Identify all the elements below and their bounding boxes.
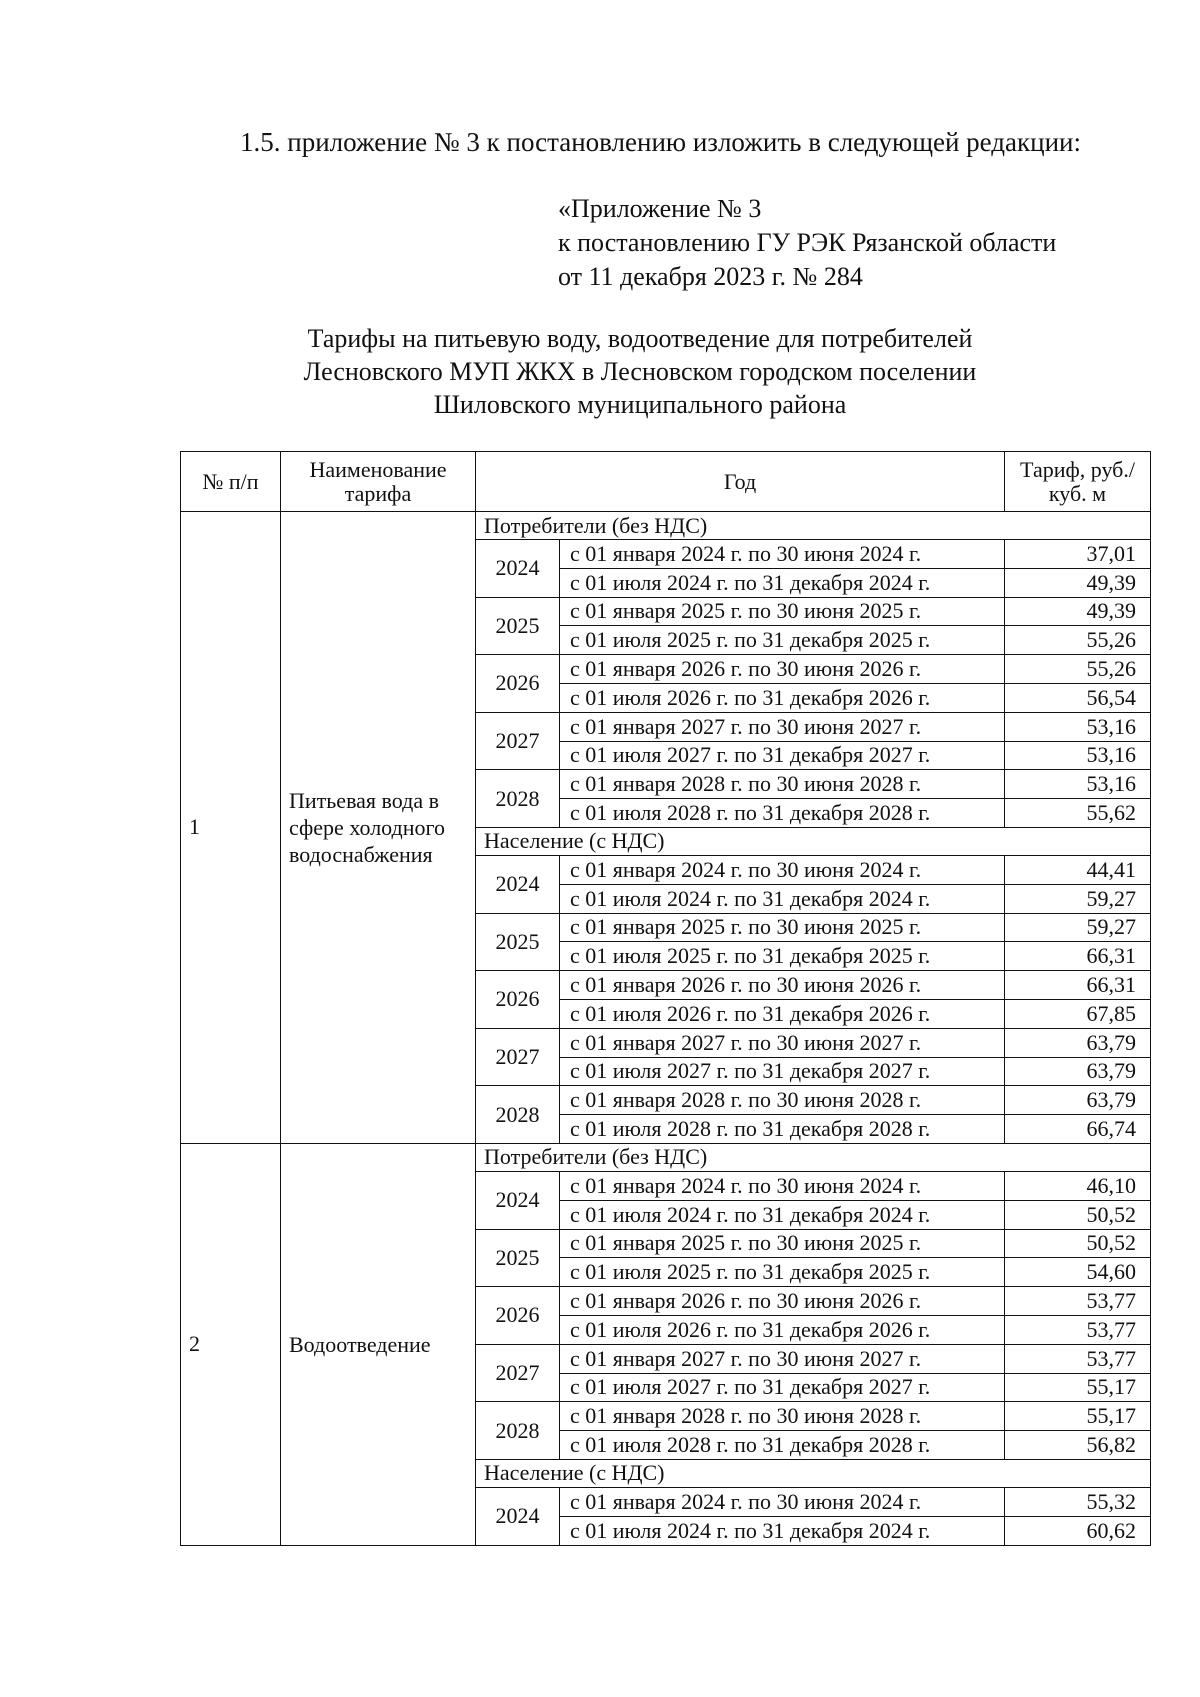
year-cell: 2024 <box>476 1171 560 1229</box>
year-cell: 2024 <box>476 1487 560 1545</box>
tariff-value-cell: 49,39 <box>1005 597 1151 626</box>
title-line-3: Шиловского муниципального района <box>433 390 847 419</box>
tariff-value-cell: 63,79 <box>1005 1057 1151 1086</box>
tariff-value-cell: 66,74 <box>1005 1115 1151 1144</box>
section-row <box>181 1143 1151 1171</box>
period-cell: с 01 января 2028 г. по 30 июня 2028 г. <box>560 1402 1005 1431</box>
period-cell: с 01 июля 2024 г. по 31 декабря 2024 г. <box>560 568 1005 597</box>
period-cell: с 01 июля 2025 г. по 31 декабря 2025 г. <box>560 626 1005 655</box>
period-cell: с 01 июля 2024 г. по 31 декабря 2024 г. <box>560 1200 1005 1229</box>
period-cell: с 01 января 2024 г. по 30 июня 2024 г. <box>560 855 1005 884</box>
period-cell: с 01 июля 2027 г. по 31 декабря 2027 г. <box>560 741 1005 770</box>
tariff-value-cell: 60,62 <box>1005 1516 1151 1545</box>
tariff-value-cell: 50,52 <box>1005 1200 1151 1229</box>
period-cell: с 01 июля 2025 г. по 31 декабря 2025 г. <box>560 1258 1005 1287</box>
period-cell: с 01 января 2024 г. по 30 июня 2024 г. <box>560 540 1005 569</box>
period-cell: с 01 января 2026 г. по 30 июня 2026 г. <box>560 655 1005 684</box>
tariff-value-cell: 55,32 <box>1005 1487 1151 1516</box>
period-cell: с 01 июля 2026 г. по 31 декабря 2026 г. <box>560 1315 1005 1344</box>
year-cell: 2025 <box>476 1229 560 1287</box>
tariff-value-cell: 59,27 <box>1005 913 1151 942</box>
year-cell: 2026 <box>476 655 560 713</box>
period-cell: с 01 января 2026 г. по 30 июня 2026 г. <box>560 971 1005 1000</box>
tariff-value-cell: 56,82 <box>1005 1431 1151 1460</box>
period-cell: с 01 января 2027 г. по 30 июня 2027 г. <box>560 1344 1005 1373</box>
year-cell: 2027 <box>476 712 560 770</box>
year-cell: 2028 <box>476 1402 560 1460</box>
document-title <box>230 322 1050 421</box>
tariff-value-cell: 53,77 <box>1005 1287 1151 1316</box>
appendix-line-2: к постановлению ГУ РЭК Рязанской области <box>558 228 1057 257</box>
tariff-value-cell: 59,27 <box>1005 884 1151 913</box>
tariff-value-cell: 63,79 <box>1005 1028 1151 1057</box>
tariff-value-cell: 53,16 <box>1005 712 1151 741</box>
period-cell: с 01 января 2027 г. по 30 июня 2027 г. <box>560 712 1005 741</box>
title-line-2: Лесновского МУП ЖКХ в Лесновском городском поселении <box>303 357 977 386</box>
tariff-table <box>180 451 1151 1546</box>
appendix-line-3: от 11 декабря 2023 г. № 284 <box>558 262 863 291</box>
group-number: 2 <box>181 1143 281 1545</box>
header-year: Год <box>476 452 1005 512</box>
group-number: 1 <box>181 512 281 1144</box>
period-cell: с 01 января 2027 г. по 30 июня 2027 г. <box>560 1028 1005 1057</box>
period-cell: с 01 июля 2028 г. по 31 декабря 2028 г. <box>560 799 1005 828</box>
consumer-category-label: Потребители (без НДС) <box>476 1143 1151 1171</box>
period-cell: с 01 июля 2026 г. по 31 декабря 2026 г. <box>560 683 1005 712</box>
year-cell: 2025 <box>476 597 560 655</box>
tariff-value-cell: 44,41 <box>1005 855 1151 884</box>
tariff-value-cell: 53,16 <box>1005 741 1151 770</box>
appendix-header <box>558 192 1056 294</box>
tariff-value-cell: 49,39 <box>1005 568 1151 597</box>
period-cell: с 01 января 2025 г. по 30 июня 2025 г. <box>560 913 1005 942</box>
tariff-value-cell: 53,77 <box>1005 1344 1151 1373</box>
period-cell: с 01 января 2024 г. по 30 июня 2024 г. <box>560 1171 1005 1200</box>
consumer-category-label: Население (с НДС) <box>476 827 1151 855</box>
tariff-value-cell: 67,85 <box>1005 999 1151 1028</box>
intro-paragraph: 1.5. приложение № 3 к постановлению изложить в следующей редакции: <box>240 127 1081 157</box>
year-cell: 2024 <box>476 540 560 598</box>
tariff-name: Водоотведение <box>281 1143 476 1545</box>
year-cell: 2028 <box>476 770 560 828</box>
table-header-row <box>181 452 1151 512</box>
tariff-value-cell: 53,16 <box>1005 770 1151 799</box>
consumer-category-label: Потребители (без НДС) <box>476 512 1151 540</box>
tariff-value-cell: 55,62 <box>1005 799 1151 828</box>
period-cell: с 01 июля 2024 г. по 31 декабря 2024 г. <box>560 884 1005 913</box>
year-cell: 2026 <box>476 971 560 1029</box>
period-cell: с 01 июля 2025 г. по 31 декабря 2025 г. <box>560 942 1005 971</box>
year-cell: 2025 <box>476 913 560 971</box>
tariff-value-cell: 50,52 <box>1005 1229 1151 1258</box>
table-body <box>181 512 1151 1546</box>
period-cell: с 01 января 2024 г. по 30 июня 2024 г. <box>560 1487 1005 1516</box>
header-name: Наименование тарифа <box>281 452 476 512</box>
tariff-value-cell: 37,01 <box>1005 540 1151 569</box>
period-cell: с 01 января 2026 г. по 30 июня 2026 г. <box>560 1287 1005 1316</box>
period-cell: с 01 июля 2027 г. по 31 декабря 2027 г. <box>560 1057 1005 1086</box>
tariff-value-cell: 55,17 <box>1005 1373 1151 1402</box>
year-cell: 2027 <box>476 1344 560 1402</box>
tariff-value-cell: 56,54 <box>1005 683 1151 712</box>
tariff-value-cell: 55,26 <box>1005 655 1151 684</box>
appendix-line-1: «Приложение № 3 <box>558 194 762 223</box>
year-cell: 2028 <box>476 1086 560 1144</box>
title-line-1: Тарифы на питьевую воду, водоотведение для потребителей <box>307 324 973 353</box>
tariff-value-cell: 66,31 <box>1005 942 1151 971</box>
tariff-value-cell: 46,10 <box>1005 1171 1151 1200</box>
header-num: № п/п <box>181 452 281 512</box>
year-cell: 2026 <box>476 1287 560 1345</box>
tariff-value-cell: 66,31 <box>1005 971 1151 1000</box>
year-cell: 2027 <box>476 1028 560 1086</box>
section-row <box>181 512 1151 540</box>
tariff-value-cell: 63,79 <box>1005 1086 1151 1115</box>
year-cell: 2024 <box>476 855 560 913</box>
tariff-value-cell: 55,17 <box>1005 1402 1151 1431</box>
period-cell: с 01 июля 2028 г. по 31 декабря 2028 г. <box>560 1115 1005 1144</box>
period-cell: с 01 июля 2026 г. по 31 декабря 2026 г. <box>560 999 1005 1028</box>
tariff-name: Питьевая вода в сфере холодного водоснабжения <box>281 512 476 1144</box>
period-cell: с 01 июля 2028 г. по 31 декабря 2028 г. <box>560 1431 1005 1460</box>
period-cell: с 01 июля 2024 г. по 31 декабря 2024 г. <box>560 1516 1005 1545</box>
tariff-value-cell: 53,77 <box>1005 1315 1151 1344</box>
period-cell: с 01 января 2028 г. по 30 июня 2028 г. <box>560 1086 1005 1115</box>
period-cell: с 01 января 2028 г. по 30 июня 2028 г. <box>560 770 1005 799</box>
tariff-value-cell: 54,60 <box>1005 1258 1151 1287</box>
period-cell: с 01 января 2025 г. по 30 июня 2025 г. <box>560 597 1005 626</box>
consumer-category-label: Население (с НДС) <box>476 1459 1151 1487</box>
period-cell: с 01 июля 2027 г. по 31 декабря 2027 г. <box>560 1373 1005 1402</box>
tariff-value-cell: 55,26 <box>1005 626 1151 655</box>
period-cell: с 01 января 2025 г. по 30 июня 2025 г. <box>560 1229 1005 1258</box>
header-tariff: Тариф, руб./куб. м <box>1005 452 1151 512</box>
